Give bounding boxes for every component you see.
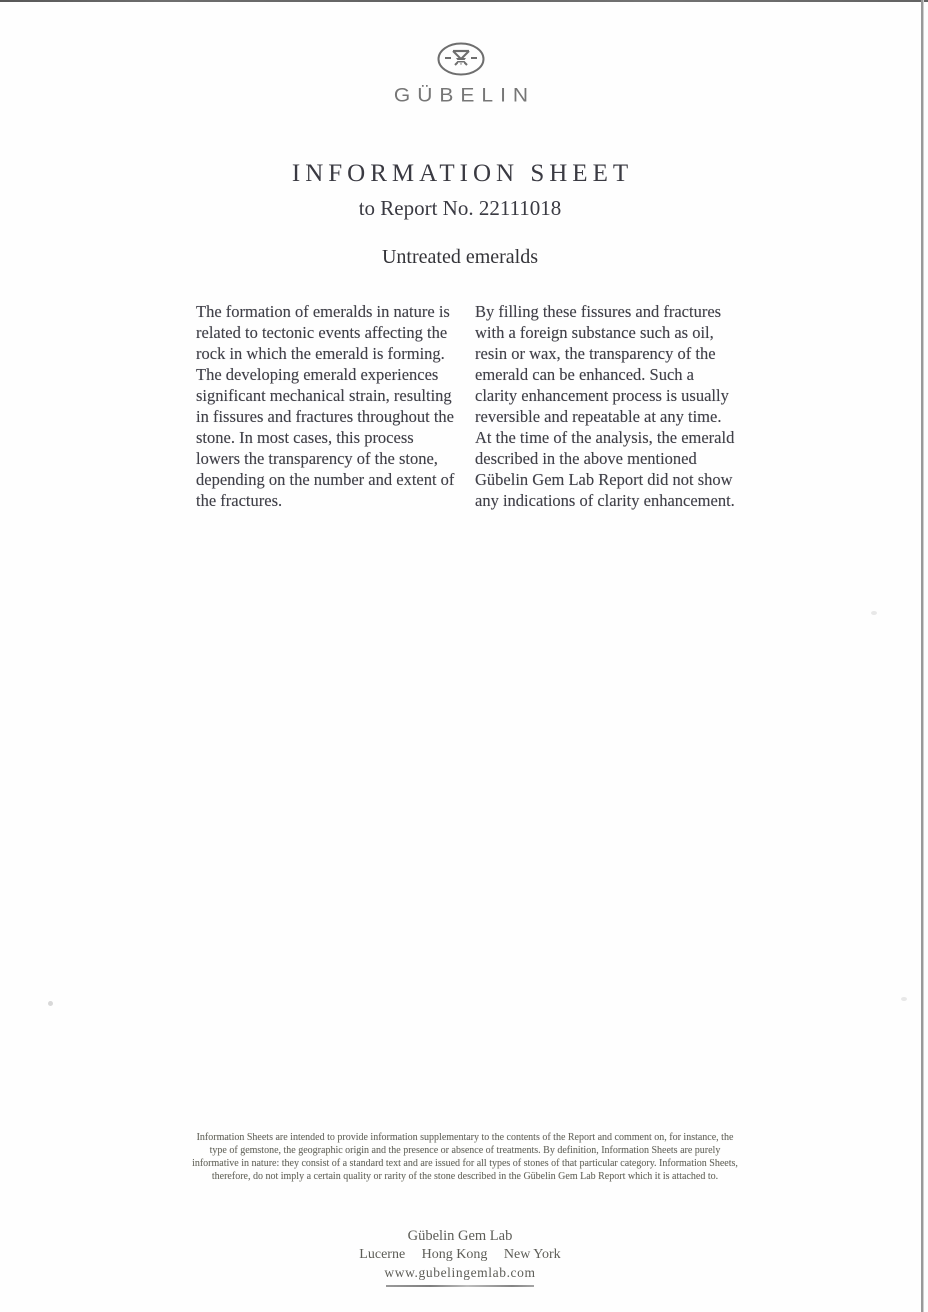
body-right-column: By filling these fissures and fractures with a foreign substance such as oil, resin or wax, the transparency of the emerald can be enhanced. Such a clarity enhancement process is usually reversible and repeatable at any time. At the time of the analysis, the emerald described in the above mentioned Gübelin Gem Lab Report did not show any indications of clarity enhancement. [475, 302, 735, 510]
body-left-column: The formation of emeralds in nature is related to tectonic events affecting the rock in which the emerald is forming. The developing emerald experiences significant mechanical strain, resulting in fissures and fractures throughout the stone. In most cases, this process lowers the transparency of the stone, depending on the number and extent of the fractures. [196, 302, 455, 510]
footer-locations [0, 1246, 920, 1264]
scan-speck [871, 611, 877, 615]
footer-city: Hong Kong [421, 1247, 488, 1262]
scan-top-edge [0, 0, 928, 2]
scan-speck [901, 997, 907, 1001]
scan-right-edge [921, 0, 923, 1312]
footer-divider [386, 1285, 534, 1287]
report-number-line: to Report No. 22111018 [358, 196, 562, 220]
footer-website: www.gubelingemlab.com [384, 1265, 536, 1280]
page-title: INFORMATION SHEET [291, 160, 634, 187]
footer-city: Lucerne [359, 1247, 406, 1262]
footer-lab-name: Gübelin Gem Lab [407, 1228, 513, 1244]
disclaimer-text: Information Sheets are intended to provide information supplementary to the contents of the Report and comment on, for instance, the type of gemstone, the geographic origin and the presence or absence of treatments. By definition, Information Sheets are purely informative in nature: they consist of a standard text and are issued for all types of stones of that particular category. Information Sheets, therefore, do not imply a certain quality or rarity of the stone described in the Gübelin Gem Lab Report which it is attached to. [192, 1132, 738, 1182]
scan-speck [48, 1001, 53, 1006]
gubelin-logo [0, 41, 922, 108]
gubelin-wordmark: GÜBELIN [393, 84, 536, 107]
footer [0, 1227, 920, 1287]
body-columns [196, 301, 740, 511]
section-heading: Untreated emeralds [381, 246, 539, 268]
footer-city: New York [503, 1247, 561, 1262]
gubelin-emblem-icon [436, 41, 486, 82]
